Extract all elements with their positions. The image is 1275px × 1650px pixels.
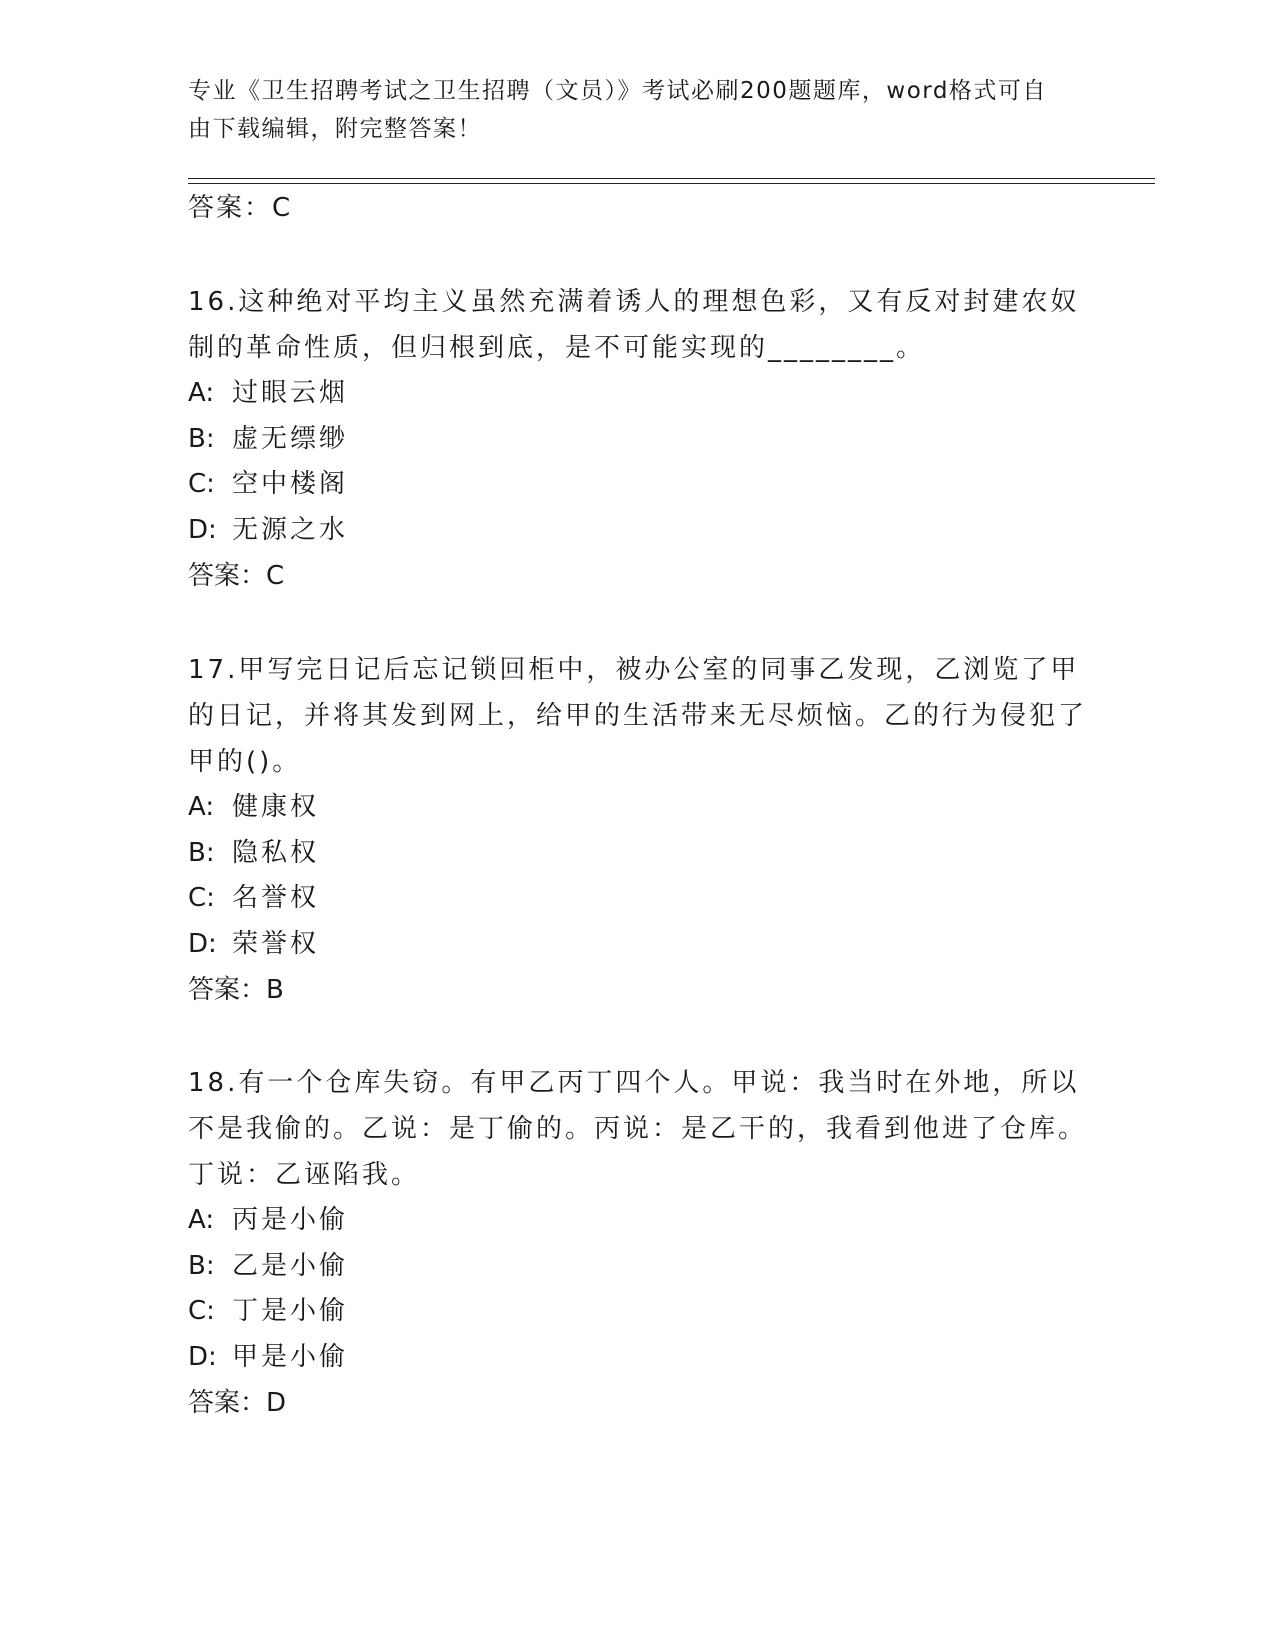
option-key: A: — [188, 792, 215, 822]
option-d — [188, 508, 1088, 554]
option-value: 过眼云烟 — [232, 378, 349, 408]
option-key: D: — [188, 1341, 217, 1372]
question-text: 16.这种绝对平均主义虽然充满着诱人的理想色彩，又有反对封建农奴制的革命性质，但归根到底，是不可能实现的________。 — [188, 287, 1080, 363]
question-text: 18.有一个仓库失窃。有甲乙丙丁四个人。甲说：我当时在外地，所以不是我偷的。乙说：是丁偷的。丙说：是乙干的，我看到他进了仓库。丁说：乙诬陷我。 — [188, 1068, 1088, 1190]
option-value: 甲是小偷 — [232, 1341, 349, 1372]
document-header: 专业《卫生招聘考试之卫生招聘（文员）》考试必刷200题题库，word格式可自由下载编辑，附完整答案！ — [188, 78, 1047, 142]
question-18 — [188, 1060, 1088, 1426]
option-key: B: — [188, 837, 215, 868]
option-d — [188, 922, 1088, 968]
question-answer — [188, 553, 1088, 599]
option-value: 名誉权 — [232, 883, 320, 913]
option-key: C: — [188, 1296, 215, 1326]
option-b — [188, 1244, 1088, 1290]
header-divider-top — [188, 178, 1155, 179]
option-key: B: — [188, 1250, 215, 1281]
question-text: 17.甲写完日记后忘记锁回柜中，被办公室的同事乙发现，乙浏览了甲的日记，并将其发到网上，给甲的生活带来无尽烦恼。乙的行为侵犯了甲的()。 — [188, 655, 1088, 777]
option-d — [188, 1335, 1088, 1381]
answer-value: B — [266, 975, 284, 1005]
option-value: 丁是小偷 — [232, 1296, 349, 1326]
option-value: 乙是小偷 — [232, 1250, 349, 1281]
option-a — [188, 785, 1088, 831]
answer-value: C — [272, 193, 291, 223]
option-a — [188, 1198, 1088, 1244]
answer-label: 答案： — [188, 1388, 267, 1418]
question-answer — [188, 1380, 1088, 1426]
answer-value: D — [266, 1388, 287, 1418]
option-value: 虚无缥缈 — [232, 423, 349, 454]
question-17 — [188, 647, 1088, 1013]
option-value: 空中楼阁 — [232, 469, 349, 499]
option-value: 丙是小偷 — [232, 1205, 349, 1235]
option-c — [188, 462, 1088, 508]
option-c — [188, 876, 1088, 922]
option-key: C: — [188, 469, 215, 499]
option-key: B: — [188, 423, 215, 454]
answer-label: 答案： — [188, 975, 267, 1005]
option-a — [188, 371, 1088, 417]
answer-value: C — [266, 561, 285, 591]
option-key: A: — [188, 378, 215, 408]
option-b — [188, 831, 1088, 877]
question-16 — [188, 279, 1088, 599]
answer-label: 答案： — [188, 193, 273, 223]
option-value: 荣誉权 — [232, 928, 320, 959]
question-answer — [188, 967, 1088, 1013]
option-value: 无源之水 — [232, 514, 349, 545]
option-value: 隐私权 — [232, 837, 320, 868]
option-key: C: — [188, 883, 215, 913]
option-b — [188, 417, 1088, 463]
answer-label: 答案： — [188, 561, 267, 591]
option-c — [188, 1289, 1088, 1335]
option-key: D: — [188, 514, 217, 545]
option-key: A: — [188, 1205, 215, 1235]
header-divider-bottom — [188, 183, 1155, 184]
option-key: D: — [188, 928, 217, 959]
previous-answer — [188, 190, 290, 226]
option-value: 健康权 — [232, 792, 320, 822]
